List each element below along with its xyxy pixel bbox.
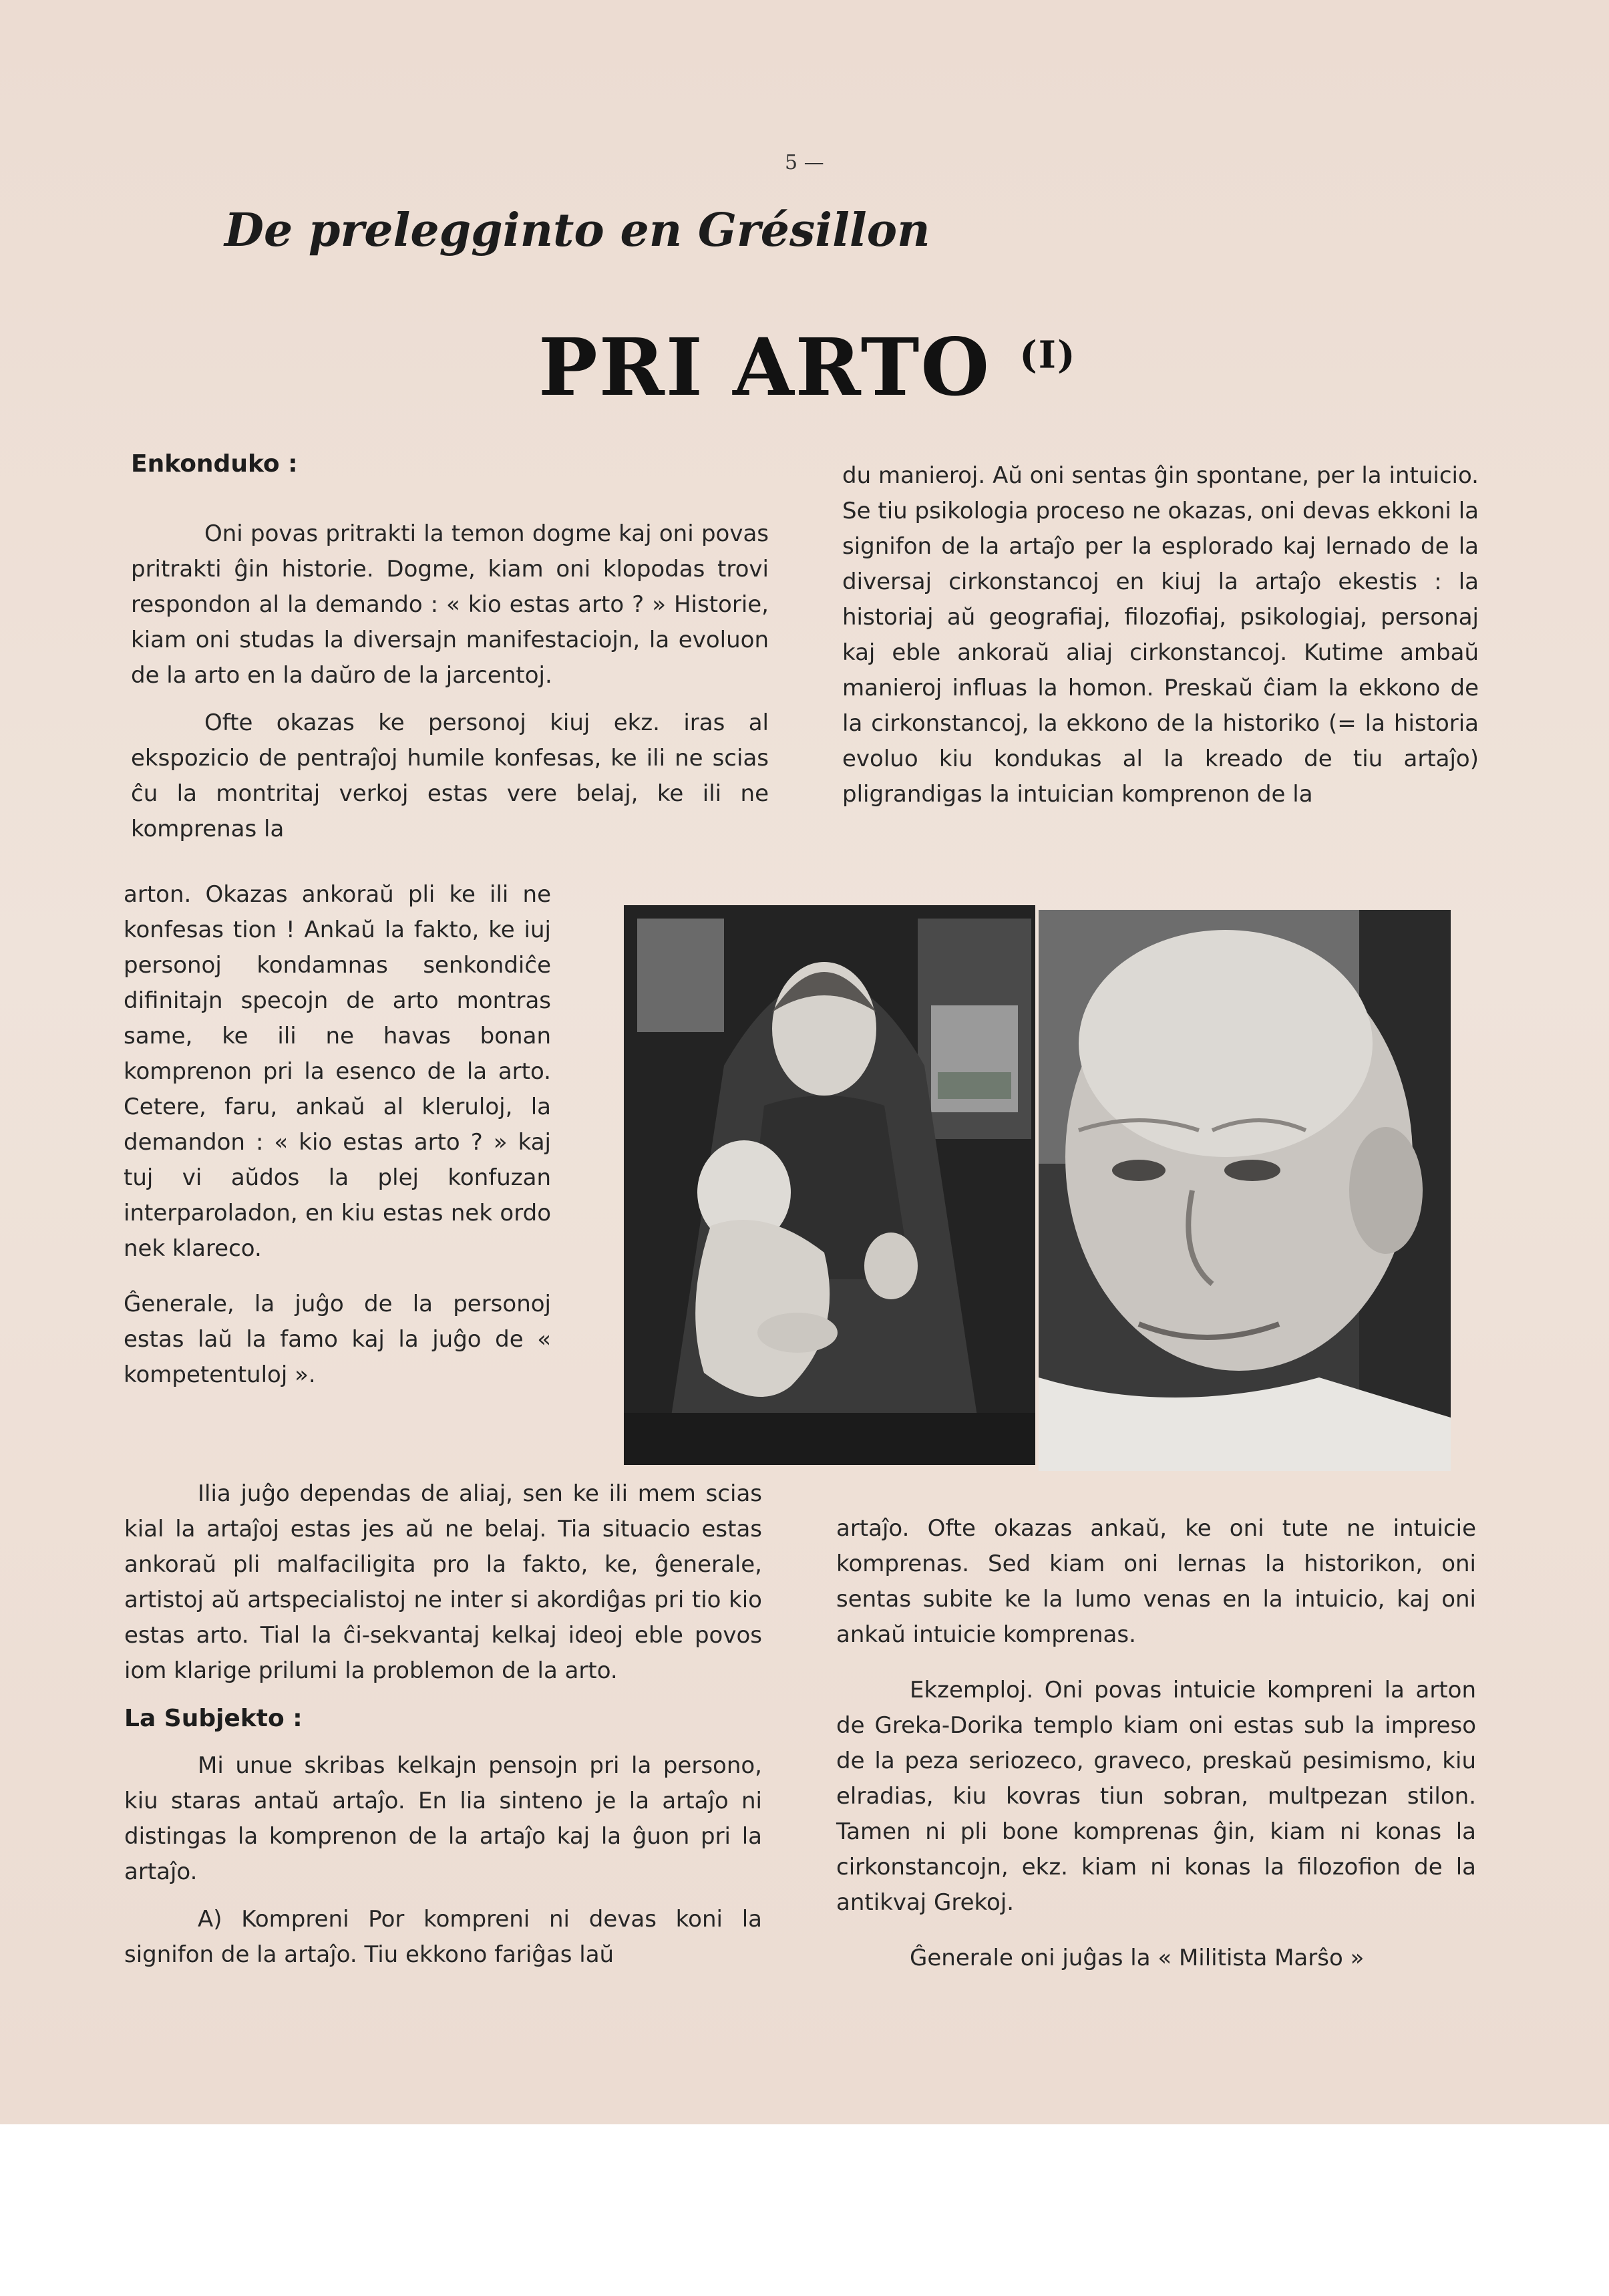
title-footnote-mark: (I) xyxy=(1019,333,1077,377)
old-man-portrait-image xyxy=(1039,910,1451,1471)
paragraph: Oni povas pritrakti la temon dogme kaj oni povas pritrakti ĝin historie. Dogme, kiam oni klopodas trovi respondon al la demando : « kio estas arto ? » Historie, kiam oni studas la diversajn manifestaciojn, la evoluon de la arto en la daŭro de la jarcentoj. xyxy=(131,520,769,689)
section-heading-introduction: Enkonduko : xyxy=(131,450,298,478)
section-heading-subject: La Subjekto : xyxy=(124,1705,303,1732)
paragraph-continued: arton. Okazas ankoraŭ pli ke ili ne konfesas tion ! Ankaŭ la fakto, ke iuj personoj kondamnas senkondiĉe difinitajn specojn de arto montras same, ke ili ne havas bonan komprenon pri la esenco de la arto. Cetere, faru, ankaŭ al kleruloj, la demandon : « kio estas arto ? » kaj tuj vi aŭdos la plej konfuzan interparoladon, en kiu estas nek ordo nek klareco. xyxy=(124,881,551,1262)
paragraph: Ekzemploj. Oni povas intuicie kompreni la arton de Greka-Dorika templo kiam oni estas sub la impreso de la peza seriozeco, graveco, preskaŭ pesimismo, kiu elradias, kiu kovras tiun sobran, multpezan stilon. Tamen ni pli bone komprenas ĝin, kiam ni konas la cirkonstancojn, ekz. kiam ni konas la filozofion de la antikvaj Grekoj. xyxy=(836,1677,1476,1916)
left-column-top xyxy=(131,446,769,847)
right-column-bottom xyxy=(836,1511,1476,1976)
paragraph: du manieroj. Aŭ oni sentas ĝin spontane, per la intuicio. Se tiu psikologia proceso ne okazas, oni devas ekkoni la signifon de la artaĵo per la esplorado kaj lernado de la diversaj cirkonstancoj en kiuj la artaĵo ekestis : la historiaj aŭ geografiaj, filozofiaj, psikologiaj, personaj kaj eble ankoraŭ aliaj cirkonstancoj. Kutime ambaŭ manieroj influas la homon. Preskaŭ ĉiam la ekkono de la cirkonstancoj, la ekkono de la historiko (= la historia evoluo kiu kondukas al la kreado de tiu artaĵo) pligrandigas la intuician komprenon de la xyxy=(842,462,1479,808)
left-column-narrow xyxy=(124,877,551,1393)
paragraph: Ilia juĝo dependas de aliaj, sen ke ili mem scias kial la artaĵoj estas jes aŭ ne belaj. Tia situacio estas ankoraŭ pli malfaciligita pro la fakto, ke, ĝenerale, artistoj aŭ artspecialistoj ne inter si akordiĝas pri tio kio estas arto. Tial la ĉi-sekvantaj kelkaj ideoj eble povos iom klarige prilumi la problemon de la arto. xyxy=(124,1480,762,1684)
paragraph: Ĝenerale, la juĝo de la personoj estas laŭ la famo kaj la juĝo de « kompetentuloj ». xyxy=(124,1291,551,1388)
madonna-painting-image xyxy=(624,905,1035,1465)
article-title xyxy=(538,321,1077,414)
article-title-text: PRI ARTO xyxy=(538,321,991,414)
article-subtitle: De prelegginto en Grésillon xyxy=(224,204,930,257)
paragraph: A) Kompreni Por kompreni ni devas koni la signifon de la artaĵo. Tiu ekkono fariĝas laŭ xyxy=(124,1906,762,1968)
paragraph: Mi unue skribas kelkajn pensojn pri la persono, kiu staras antaŭ artaĵo. En lia sinteno je la artaĵo ni distingas la komprenon de la artaĵo kaj la ĝuon pri la artaĵo. xyxy=(124,1752,762,1885)
left-column-bottom xyxy=(124,1476,762,1973)
paragraph: Ĝenerale oni juĝas la « Militista Marŝo » xyxy=(910,1945,1365,1971)
paragraph: artaĵo. Ofte okazas ankaŭ, ke oni tute ne intuicie komprenas. Sed kiam oni lernas la historikon, oni sentas subite ke la lumo venas en la intuicio, kaj oni ankaŭ intuicie komprenas. xyxy=(836,1515,1476,1648)
right-column-top xyxy=(842,458,1479,812)
paragraph: Ofte okazas ke personoj kiuj ekz. iras al ekspozicio de pentraĵoj humile konfesas, ke ili ne scias ĉu la montritaj verkoj estas vere belaj, ke ili ne komprenas la xyxy=(131,709,769,842)
page-number: 5 — xyxy=(785,151,824,174)
